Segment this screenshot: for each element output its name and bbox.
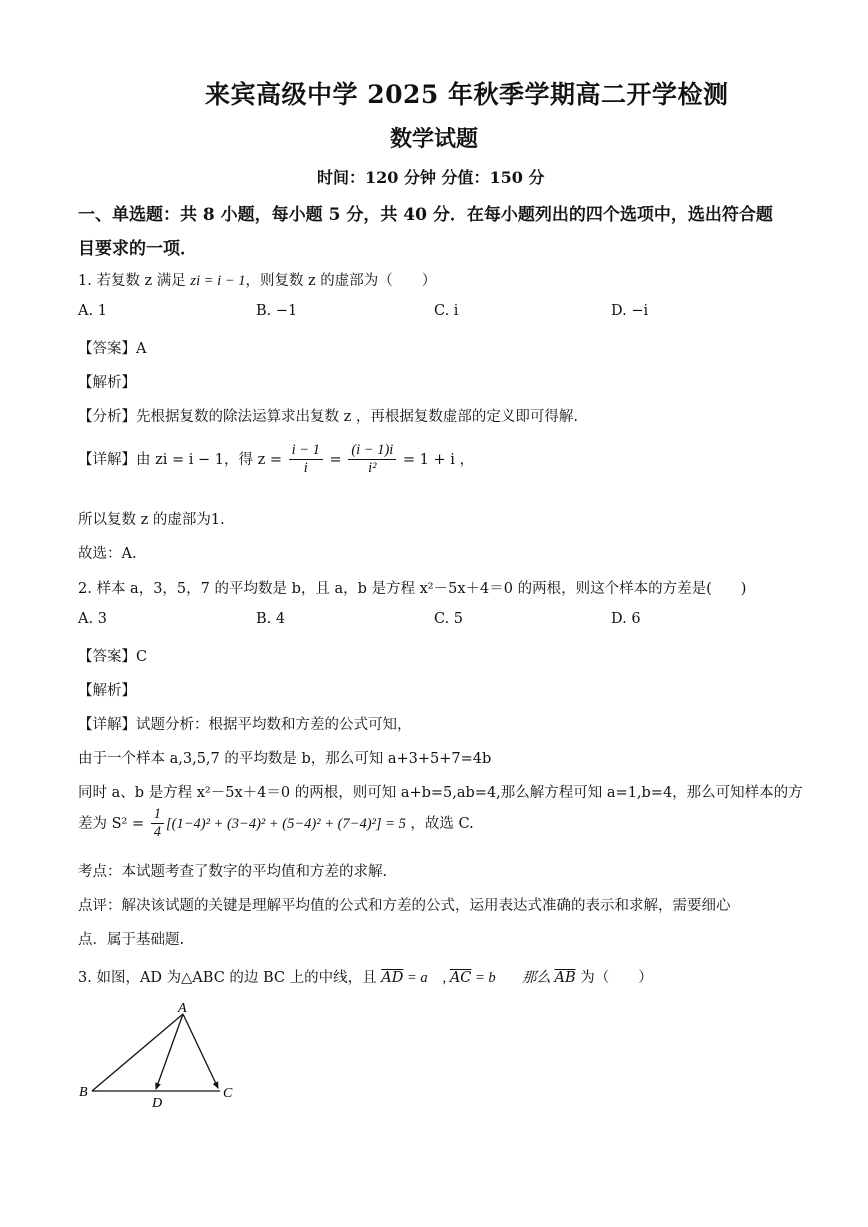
q2-option-d: D. 6	[611, 611, 641, 627]
label-a: A	[178, 1001, 187, 1016]
q1-fraction-1-numerator: i − 1	[289, 442, 323, 460]
q3-stem-a: 3. 如图，AD 为△ABC 的边 BC 上的中线，且	[78, 970, 382, 986]
q1-fraction-2-numerator: (i − 1)i	[348, 442, 396, 460]
q2-kaodian: 考点：本试题考查了数字的平均值和方差的求解.	[78, 864, 388, 880]
q2-dianping-line1: 点评：解决该试题的关键是理解平均值的公式和方差的公式，运用表达式准确的表示和求解，需要细心	[78, 898, 731, 914]
label-c: C	[223, 1086, 233, 1101]
q1-stem	[78, 269, 436, 290]
q1-choose: 故选：A.	[78, 546, 137, 562]
label-d: D	[152, 1096, 163, 1111]
q2-analysis-label: 【解析】	[78, 683, 136, 699]
q1-equals-sign: =	[324, 451, 347, 468]
q1-conclusion: 所以复数 z 的虚部为1.	[78, 512, 225, 528]
q2-variance-prefix: 差为 S² =	[78, 815, 149, 832]
exam-meta: 时间：120 分钟 分值：150 分	[317, 168, 545, 187]
q2-variance-fraction	[151, 806, 164, 842]
q1-fraction-2-denominator: i²	[368, 460, 377, 477]
q2-option-c: C. 5	[434, 611, 464, 627]
q2-variance-fraction-denominator: 4	[153, 824, 161, 841]
q3-vector-ab: $\overline{AB}$	[554, 970, 576, 986]
q3-eq2: = b⃗ ，那么	[471, 970, 555, 986]
q1-fraction-2	[348, 442, 396, 478]
q2-detail: 【详解】试题分析：根据平均数和方差的公式可知，	[78, 717, 412, 733]
q1-detail-b: = 1 + i ，	[398, 451, 475, 468]
q2-variance	[78, 806, 474, 842]
q2-option-a: A. 3	[78, 611, 107, 627]
q2-variance-fraction-numerator: 1	[151, 806, 164, 824]
q1-fraction-1	[289, 442, 323, 478]
q3-stem-b: 为（ ）	[575, 970, 653, 986]
q2-line-a: 由于一个样本 a,3,5,7 的平均数是 b，那么可知 a+3+5+7=4b	[78, 751, 492, 767]
q3-vector-ac: $\overline{AC}$	[449, 970, 472, 986]
q1-stem-b: ，则复数 z 的虚部为（ ）	[245, 273, 437, 289]
q2-option-b: B. 4	[256, 611, 286, 627]
section-heading-line1: 一、单选题：共 8 小题，每小题 5 分，共 40 分．在每小题列出的四个选项中，选出符合题	[78, 205, 773, 225]
q2-variance-suffix: ，故选 C.	[405, 815, 474, 832]
section-heading-line2: 目要求的一项．	[78, 239, 197, 259]
label-b: B	[79, 1085, 88, 1100]
q3-eq1: = a⃗ ,	[403, 970, 450, 986]
q1-option-d: D. −i	[611, 303, 649, 319]
q1-detail	[78, 442, 474, 478]
q2-stem: 2. 样本 a，3，5，7 的平均数是 b，且 a，b 是方程 x²－5x＋4＝0 的两根，则这个样本的方差是( )	[78, 581, 747, 597]
q2-variance-body: [(1−4)² + (3−4)² + (5−4)² + (7−4)²] = 5	[165, 815, 406, 832]
document-subtitle: 数学试题	[390, 126, 479, 152]
vector-ac-arrow	[183, 1014, 218, 1088]
q2-line-b: 同时 a、b 是方程 x²－5x＋4＝0 的两根，则可知 a+b=5,ab=4,那么解方程可知 a=1,b=4，那么可知样本的方	[78, 785, 803, 801]
q1-stem-equation: zi = i − 1	[190, 273, 246, 289]
q1-detail-a: 【详解】由 zi = i − 1，得 z =	[78, 451, 287, 468]
q1-option-b: B. −1	[256, 303, 298, 319]
q1-answer: 【答案】A	[78, 341, 147, 357]
q1-fenxi: 【分析】先根据复数的除法运算求出复数 z ，再根据复数虚部的定义即可得解.	[78, 409, 578, 425]
q1-stem-a: 1. 若复数 z 满足	[78, 273, 191, 289]
q3-stem	[78, 966, 653, 987]
q1-option-a: A. 1	[78, 303, 107, 319]
q2-answer: 【答案】C	[78, 649, 148, 665]
q1-fraction-1-denominator: i	[303, 460, 308, 477]
q2-dianping-line2: 点．属于基础题.	[78, 932, 185, 948]
q1-option-c: C. i	[434, 303, 459, 319]
q3-triangle-figure	[70, 1000, 250, 1115]
document-title: 来宾高级中学 2025 年秋季学期高二开学检测	[205, 80, 729, 109]
q3-vector-ad: $\overline{AD}$	[381, 970, 404, 986]
q1-analysis-label: 【解析】	[78, 375, 136, 391]
